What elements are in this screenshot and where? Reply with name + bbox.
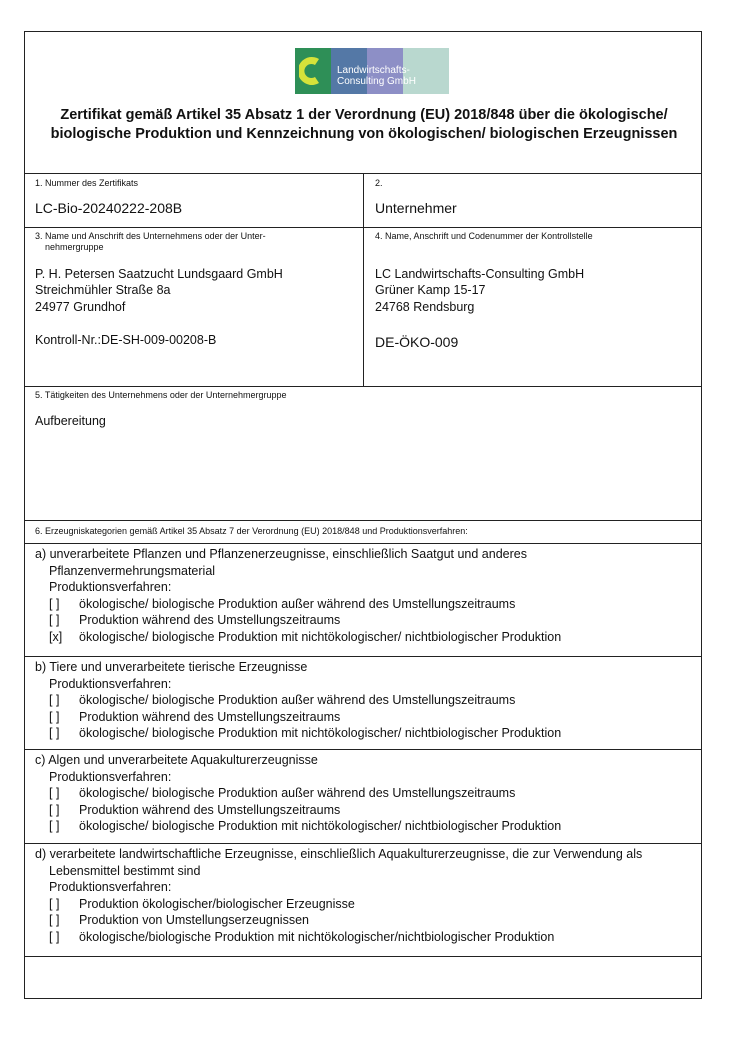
checkbox-mark: [ ] <box>49 929 60 944</box>
section-a: a) unverarbeitete Pflanzen und Pflanzenerzeugnisse, einschließlich Saatgut und anderes Pflanzenvermehrungsmaterial Produktionsverfahren: [ ] ökologische/ biologische Produktion außer während des Umstellungszeitraums [ ] Produktion während des Umstellungszeitraums [x] ökologische/ biologische Produktion mit nichtökologischer/ nichtbiologischer Produktion <box>35 547 562 644</box>
field2-label: 2. <box>375 178 383 188</box>
checkbox-mark: [ ] <box>49 913 60 927</box>
option-row: [ ] ökologische/ biologische Produktion außer während des Umstellungszeitraums <box>49 786 516 800</box>
field5-label: 5. Tätigkeiten des Unternehmens oder der Unternehmergruppe <box>35 390 287 400</box>
logo-text: Landwirtschafts- Consulting GmbH <box>337 65 416 87</box>
activity-value: Aufbereitung <box>35 414 106 428</box>
option-row: [ ] ökologische/ biologische Produktion mit nichtökologischer/ nichtbiologischer Produktion <box>49 819 562 833</box>
field6-label: 6. Erzeugniskategorien gemäß Artikel 35 Absatz 7 der Verordnung (EU) 2018/848 und Produktionsverfahren: <box>35 526 468 536</box>
section-b <box>35 659 561 742</box>
company-street: Streichmühler Straße 8a <box>35 283 171 297</box>
section-a-subtitle: Produktionsverfahren: <box>49 580 172 594</box>
operator-role: Unternehmer <box>375 200 457 216</box>
company-city: 24977 Grundhof <box>35 300 126 314</box>
field4-label: 4. Name, Anschrift und Codenummer der Kontrollstelle <box>375 231 593 241</box>
option-row: [ ] Produktion ökologischer/biologischer Erzeugnisse <box>49 896 355 911</box>
authority-street: Grüner Kamp 15-17 <box>375 283 486 297</box>
checkbox-mark: [ ] <box>49 786 60 800</box>
divider <box>25 656 701 657</box>
divider <box>25 749 701 750</box>
option-row: [ ] ökologische/ biologische Produktion außer während des Umstellungszeitraums <box>49 693 516 707</box>
section-d-subtitle: Produktionsverfahren: <box>49 880 172 894</box>
column-divider <box>363 173 364 386</box>
checkbox-mark: [ ] <box>49 802 60 817</box>
section-a-title: a) unverarbeitete Pflanzen und Pflanzenerzeugnisse, einschließlich Saatgut und anderes <box>35 547 527 561</box>
checkbox-mark: [ ] <box>49 693 60 707</box>
section-d-title: d) verarbeitete landwirtschaftliche Erzeugnisse, einschließlich Aquakulturerzeugnisse, die zur Verwendung als <box>35 847 643 861</box>
authority-city: 24768 Rendsburg <box>375 300 475 314</box>
section-b-subtitle: Produktionsverfahren: <box>49 676 172 691</box>
section-b-title: b) Tiere und unverarbeitete tierische Erzeugnisse <box>35 660 308 674</box>
field3-label: 3. Name und Anschrift des Unternehmens oder der Unter- nehmergruppe <box>35 231 266 252</box>
option-row: [x] ökologische/ biologische Produktion mit nichtökologischer/ nichtbiologischer Produktion <box>49 629 562 644</box>
option-row: [ ] Produktion während des Umstellungszeitraums <box>49 802 341 817</box>
logo-c-icon <box>299 53 323 89</box>
option-row: [ ] ökologische/ biologische Produktion außer während des Umstellungszeitraums <box>49 596 516 611</box>
section-c-subtitle: Produktionsverfahren: <box>49 769 172 784</box>
section-d: d) verarbeitete landwirtschaftliche Erzeugnisse, einschließlich Aquakulturerzeugnisse, die zur Verwendung als Lebensmittel bestimmt sind Produktionsverfahren: [ ] Produktion ökologischer/biologischer Erzeugnisse [ ] Produktion von Umstellungserzeugnissen [ ] ökologische/biologische Produktion mit nichtökologischer/nichtbiologischer Produktion <box>35 847 643 944</box>
checkbox-mark: [ ] <box>49 819 60 833</box>
document-title: Zertifikat gemäß Artikel 35 Absatz 1 der Verordnung (EU) 2018/848 über die ökologische/ biologische Produktion und Kennzeichnung von ökologischen/ biologischen Erzeugnissen <box>50 107 678 142</box>
certificate-number: LC-Bio-20240222-208B <box>35 200 183 216</box>
divider <box>25 386 701 387</box>
authority-code: DE-ÖKO-009 <box>375 334 459 350</box>
control-number: Kontroll-Nr.:DE-SH-009-00208-B <box>35 333 217 347</box>
option-row: [ ] ökologische/ biologische Produktion mit nichtökologischer/ nichtbiologischer Produktion <box>49 726 562 740</box>
checkbox-mark: [ ] <box>49 896 60 911</box>
authority-name: LC Landwirtschafts-Consulting GmbH <box>375 267 585 281</box>
section-c-title: c) Algen und unverarbeitete Aquakulturerzeugnisse <box>35 753 318 767</box>
checkbox-mark: [ ] <box>49 709 60 724</box>
checkbox-mark: [ ] <box>49 596 60 611</box>
divider <box>25 543 701 544</box>
option-row: [ ] Produktion während des Umstellungszeitraums <box>49 613 341 627</box>
certificate-form <box>24 31 702 999</box>
checkbox-mark: [ ] <box>49 726 60 740</box>
checkbox-mark: [x] <box>49 629 63 644</box>
checkbox-mark: [ ] <box>49 613 60 627</box>
divider <box>25 520 701 521</box>
option-row: [ ] Produktion von Umstellungserzeugnissen <box>49 913 309 927</box>
option-row: [ ] ökologische/biologische Produktion mit nichtökologischer/nichtbiologischer Produktion <box>49 929 555 944</box>
company-name: P. H. Petersen Saatzucht Lundsgaard GmbH <box>35 267 283 281</box>
section-c <box>35 752 561 835</box>
divider <box>25 956 701 957</box>
option-row: [ ] Produktion während des Umstellungszeitraums <box>49 709 341 724</box>
field1-label: 1. Nummer des Zertifikats <box>35 178 139 188</box>
company-logo <box>295 48 449 94</box>
divider <box>25 843 701 844</box>
